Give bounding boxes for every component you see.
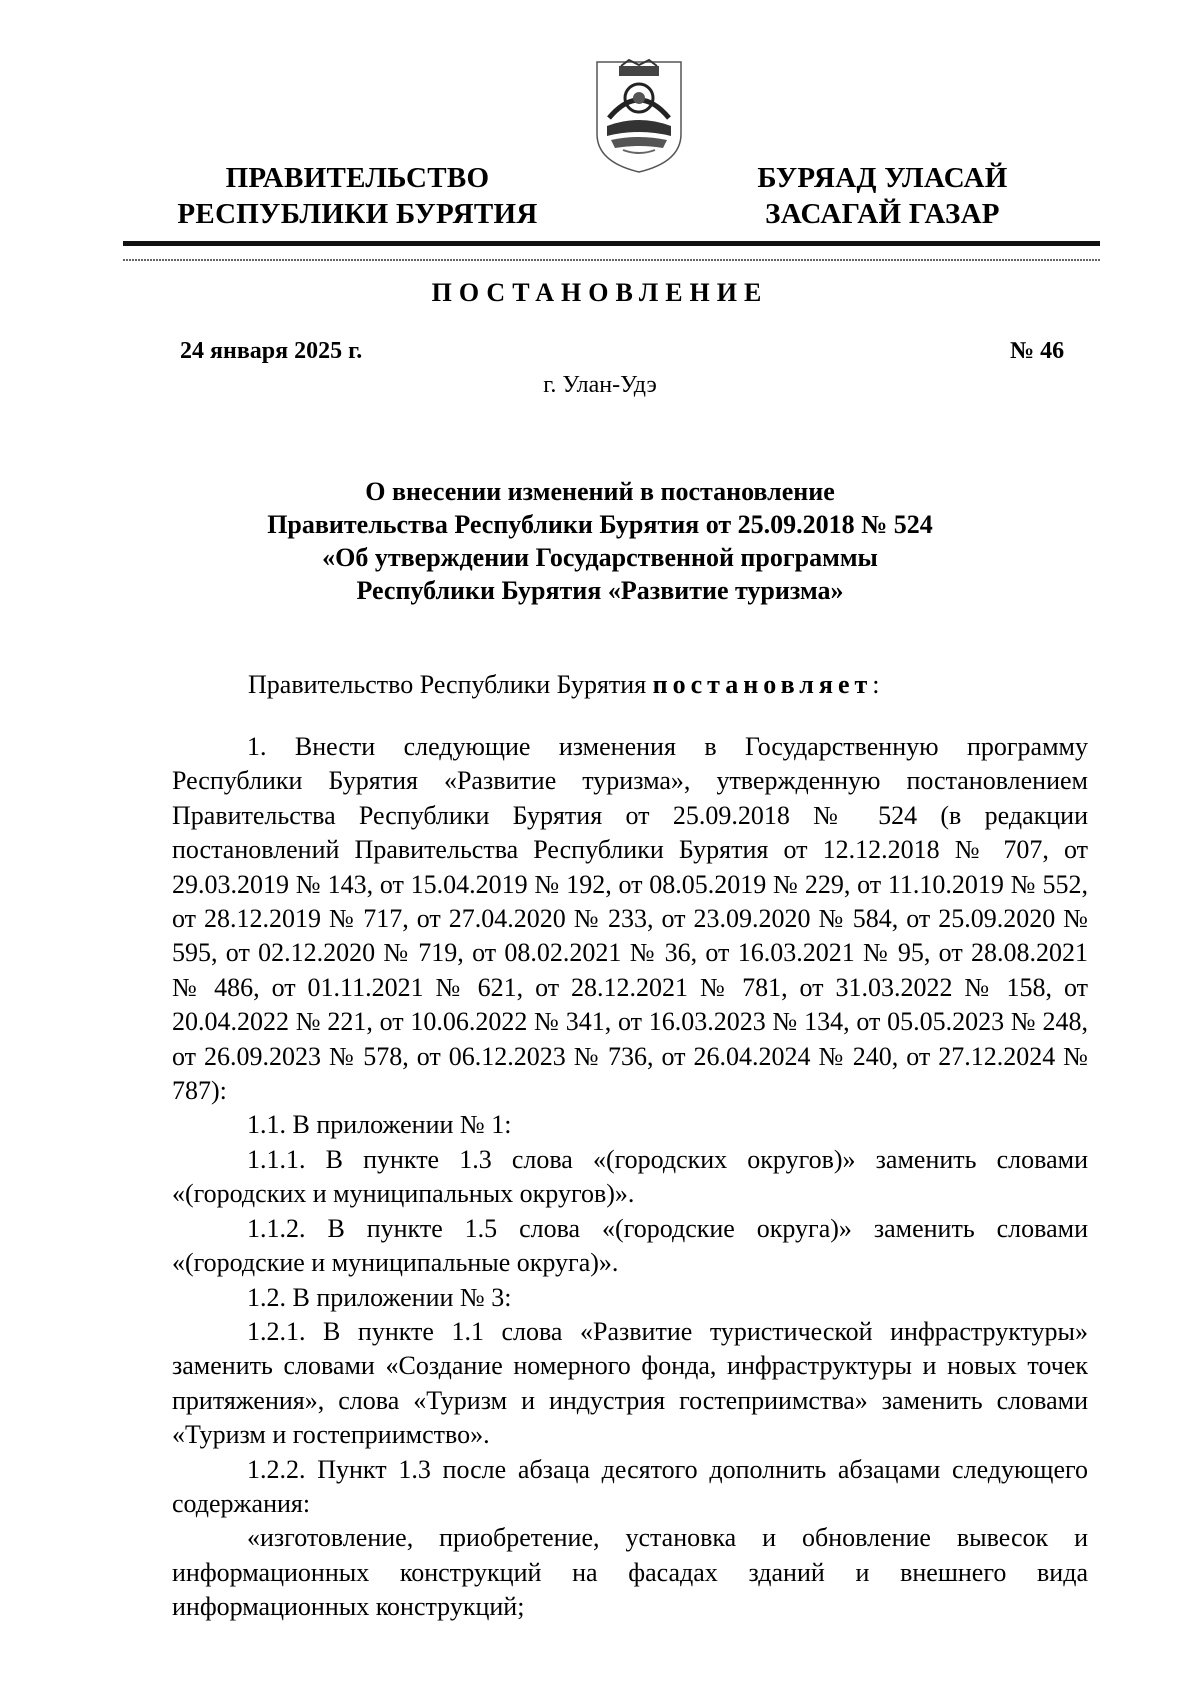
decree-line [248,670,880,700]
subject-line: О внесении изменений в постановление [365,477,835,506]
body-paragraph: «изготовление, приобретение, установка и обновление вывесок и информационных конструкций на фасадах зданий и внешнего вида информационных конструкций; [172,1523,1088,1622]
org-name-russian [170,160,545,232]
document-number: № 46 [1010,338,1065,364]
header-rule-thick [123,241,1100,246]
body-paragraph: 1.2.2. Пункт 1.3 после абзаца десятого дополнить абзацами следующего содержания: [172,1454,1088,1518]
coat-of-arms-icon [589,56,689,176]
org-name-buryat-line2: ЗАСАГАЙ ГАЗАР [765,198,1000,230]
subject-line: Республики Бурятия «Развитие туризма» [356,576,844,605]
subject-line: «Об утверждении Государственной программы [322,543,878,572]
org-name-buryat-line1: БУРЯАД УЛАСАЙ [757,162,1008,194]
decree-prefix: Правительство Республики Бурятия [248,670,653,699]
document-body [172,730,1088,1625]
body-paragraph: 1.1.1. В пункте 1.3 слова «(городских округов)» заменить словами «(городских и муниципальных округов)». [172,1144,1088,1209]
org-name-russian-line1: ПРАВИТЕЛЬСТВО [225,162,490,194]
document-city: г. Улан-Удэ [543,372,657,398]
decree-suffix: : [872,670,880,699]
document-date: 24 января 2025 г. [180,338,363,364]
body-paragraph: 1.1.2. В пункте 1.5 слова «(городские округа)» заменить словами «(городские и муниципальные округа)». [172,1213,1088,1278]
org-name-buryat [745,160,1020,232]
body-paragraph: 1.2. В приложении № 3: [247,1282,512,1312]
body-paragraph: 1.1. В приложении № 1: [247,1110,512,1140]
decree-verb: постановляет [652,670,873,699]
body-paragraph: 1.2.1. В пункте 1.1 слова «Развитие туристической инфраструктуры» заменить словами «Создание номерного фонда, инфраструктуры и новых точек притяжения», слова «Туризм и индустрия гостеприимства» заменить словами «Туризм и гостеприимство». [172,1316,1088,1450]
document-subject [150,475,1050,607]
header-rule-thin [123,259,1100,261]
subject-line: Правительства Республики Бурятия от 25.09.2018 № 524 [267,510,933,539]
document-title: ПОСТАНОВЛЕНИЕ [431,278,769,307]
body-paragraph: 1. Внести следующие изменения в Государственную программу Республики Бурятия «Развитие туризма», утвержденную постановлением Правительства Республики Бурятия от 25.09.2018 № 524 (в редакции постановлений Правительства Республики Бурятия от 12.12.2018 № 707, от 29.03.2019 № 143, от 15.04.2019 № 192, от 08.05.2019 № 229, от 11.10.2019 № 552, от 28.12.2019 № 717, от 27.04.2020 № 233, от 23.09.2020 № 584, от 25.09.2020 № 595, от 02.12.2020 № 719, от 08.02.2021 № 36, от 16.03.2021 № 95, от 28.08.2021 № 486, от 01.11.2021 № 621, от 28.12.2021 № 781, от 31.03.2022 № 158, от 20.04.2022 № 221, от 10.06.2022 № 341, от 16.03.2023 № 134, от 05.05.2023 № 248, от 26.09.2023 № 578, от 06.12.2023 № 736, от 26.04.2024 № 240, от 27.12.2024 № 787): [172,732,1088,1106]
org-name-russian-line2: РЕСПУБЛИКИ БУРЯТИЯ [177,198,538,230]
